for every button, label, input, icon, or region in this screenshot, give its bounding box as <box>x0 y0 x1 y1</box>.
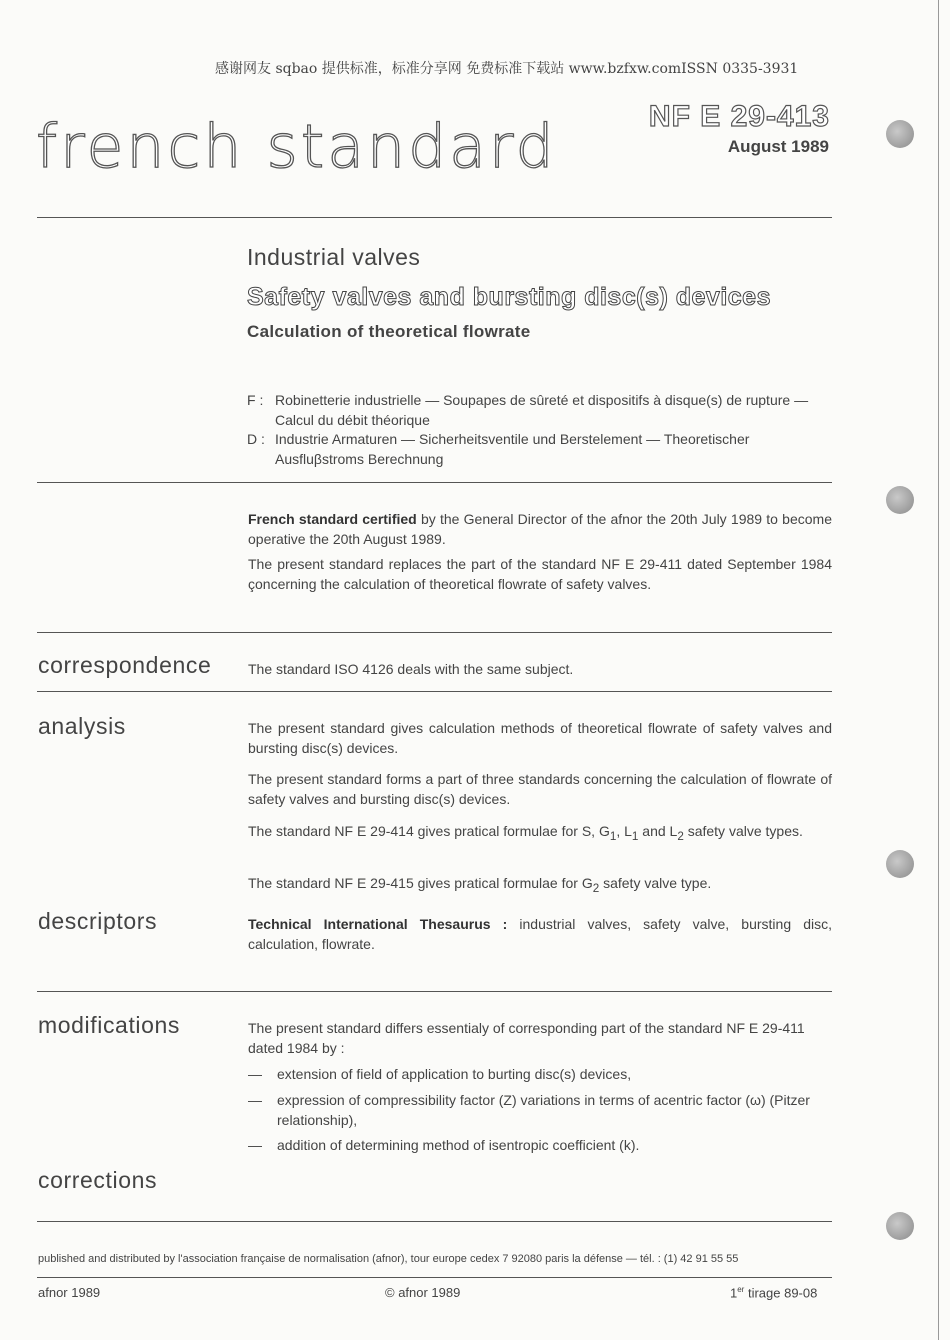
footer-left: afnor 1989 <box>38 1285 101 1300</box>
modifications-intro: The present standard differs essentialy of corresponding part of the standard NF E 29-411 dated 1984 by : <box>248 1020 805 1056</box>
modification-item <box>248 1135 832 1155</box>
title-main: Safety valves and bursting disc(s) devices <box>247 283 771 311</box>
descriptors-text <box>248 914 832 954</box>
superscript: er <box>737 1285 745 1294</box>
banner-text: 感谢网友 sqbao 提供标准，标准分享网 免费标准下载站 www.bzfxw.com <box>215 61 682 77</box>
descriptors-lead: Technical International Thesaurus : <box>248 916 508 932</box>
subscript: 1 <box>609 829 617 843</box>
footer-right <box>730 1285 817 1300</box>
lang-text: Industrie Armaturen — Sicherheitsventile und Berstelement — Theoretischer Ausfluβstroms Berechnung <box>275 431 750 467</box>
subscript: 2 <box>592 881 600 895</box>
brand-title: french standard <box>36 112 557 182</box>
translation-fr <box>247 390 832 430</box>
label-descriptors: descriptors <box>38 908 158 934</box>
item-text: addition of determining method of isentropic coefficient (k). <box>277 1137 640 1153</box>
text-part: tirage 89-08 <box>744 1285 818 1301</box>
item-text: expression of compressibility factor (Z) variations in terms of acentric factor (ω) (Pitzer relationship), <box>277 1092 810 1128</box>
certification-lead: French standard certified <box>248 511 417 527</box>
text-part: , L <box>616 823 632 839</box>
certification-text <box>248 509 832 549</box>
dash-bullet: — <box>248 1066 262 1082</box>
divider <box>37 1221 832 1222</box>
title-sub: Calculation of theoretical flowrate <box>247 322 531 341</box>
divider <box>37 691 832 692</box>
replaces-text: The present standard replaces the part of the standard NF E 29-411 dated September 1984 çoncerning the calculation of theoretical flowrate of safety valves. <box>248 556 832 592</box>
download-banner <box>215 58 835 78</box>
subscript: 2 <box>677 829 684 843</box>
item-text: extension of field of application to burting disc(s) devices, <box>277 1066 632 1082</box>
punch-hole <box>886 486 914 514</box>
translation-de <box>247 429 832 469</box>
lang-text: Robinetterie industrielle — Soupapes de sûreté et dispositifs à disque(s) de rupture — Calcul du débit théorique <box>275 392 809 428</box>
lang-code: D : <box>247 431 265 447</box>
standard-number: NF E 29-413 <box>648 100 830 133</box>
label-correspondence: correspondence <box>38 652 212 678</box>
modification-item <box>248 1064 832 1084</box>
analysis-p1: The present standard gives calculation methods of theoretical flowrate of safety valves and bursting disc(s) devices. <box>248 720 832 756</box>
label-analysis: analysis <box>38 713 126 739</box>
analysis-p4 <box>248 873 832 899</box>
text-part: safety valve type. <box>599 875 712 891</box>
text-part: The standard NF E 29-415 gives pratical formulae for G <box>248 875 593 891</box>
certification-body: by the General Director of the afnor the 20th July 1989 to become operative the 20th August 1989. <box>248 511 832 547</box>
divider <box>37 1277 832 1278</box>
lang-code: F : <box>247 392 264 408</box>
text-part: The standard NF E 29-414 gives pratical formulae for S, G <box>248 823 610 839</box>
subscript: 1 <box>631 829 639 843</box>
dash-bullet: — <box>248 1137 262 1153</box>
descriptors-body: industrial valves, safety valve, bursting disc, calculation, flowrate. <box>248 916 832 952</box>
divider <box>37 991 832 992</box>
divider <box>37 482 832 483</box>
title-subject: Industrial valves <box>247 244 421 270</box>
text-part: and L <box>638 823 678 839</box>
analysis-p3 <box>248 821 832 847</box>
dash-bullet: — <box>248 1092 262 1108</box>
label-corrections: corrections <box>38 1167 158 1193</box>
divider <box>37 632 832 633</box>
margin-rule <box>938 0 939 1340</box>
punch-hole <box>886 1212 914 1240</box>
divider <box>37 217 832 218</box>
analysis-p2: The present standard forms a part of three standards concerning the calculation of flowrate of safety valves and bursting disc(s) devices. <box>248 771 832 807</box>
issn: ISSN 0335-3931 <box>681 61 799 77</box>
punch-hole <box>886 120 914 148</box>
modification-item <box>248 1090 832 1130</box>
text-part: safety valve types. <box>683 823 803 839</box>
label-modifications: modifications <box>38 1012 181 1038</box>
punch-hole <box>886 850 914 878</box>
standard-date: August 1989 <box>727 137 829 156</box>
correspondence-text: The standard ISO 4126 deals with the same subject. <box>248 661 574 677</box>
publisher-line: published and distributed by l'association française de normalisation (afnor), tour europe cedex 7 92080 paris la défense — tél. : (1) 42 91 55 55 <box>38 1253 739 1265</box>
text-part: 1 <box>730 1285 738 1301</box>
footer-center: © afnor 1989 <box>385 1285 461 1300</box>
